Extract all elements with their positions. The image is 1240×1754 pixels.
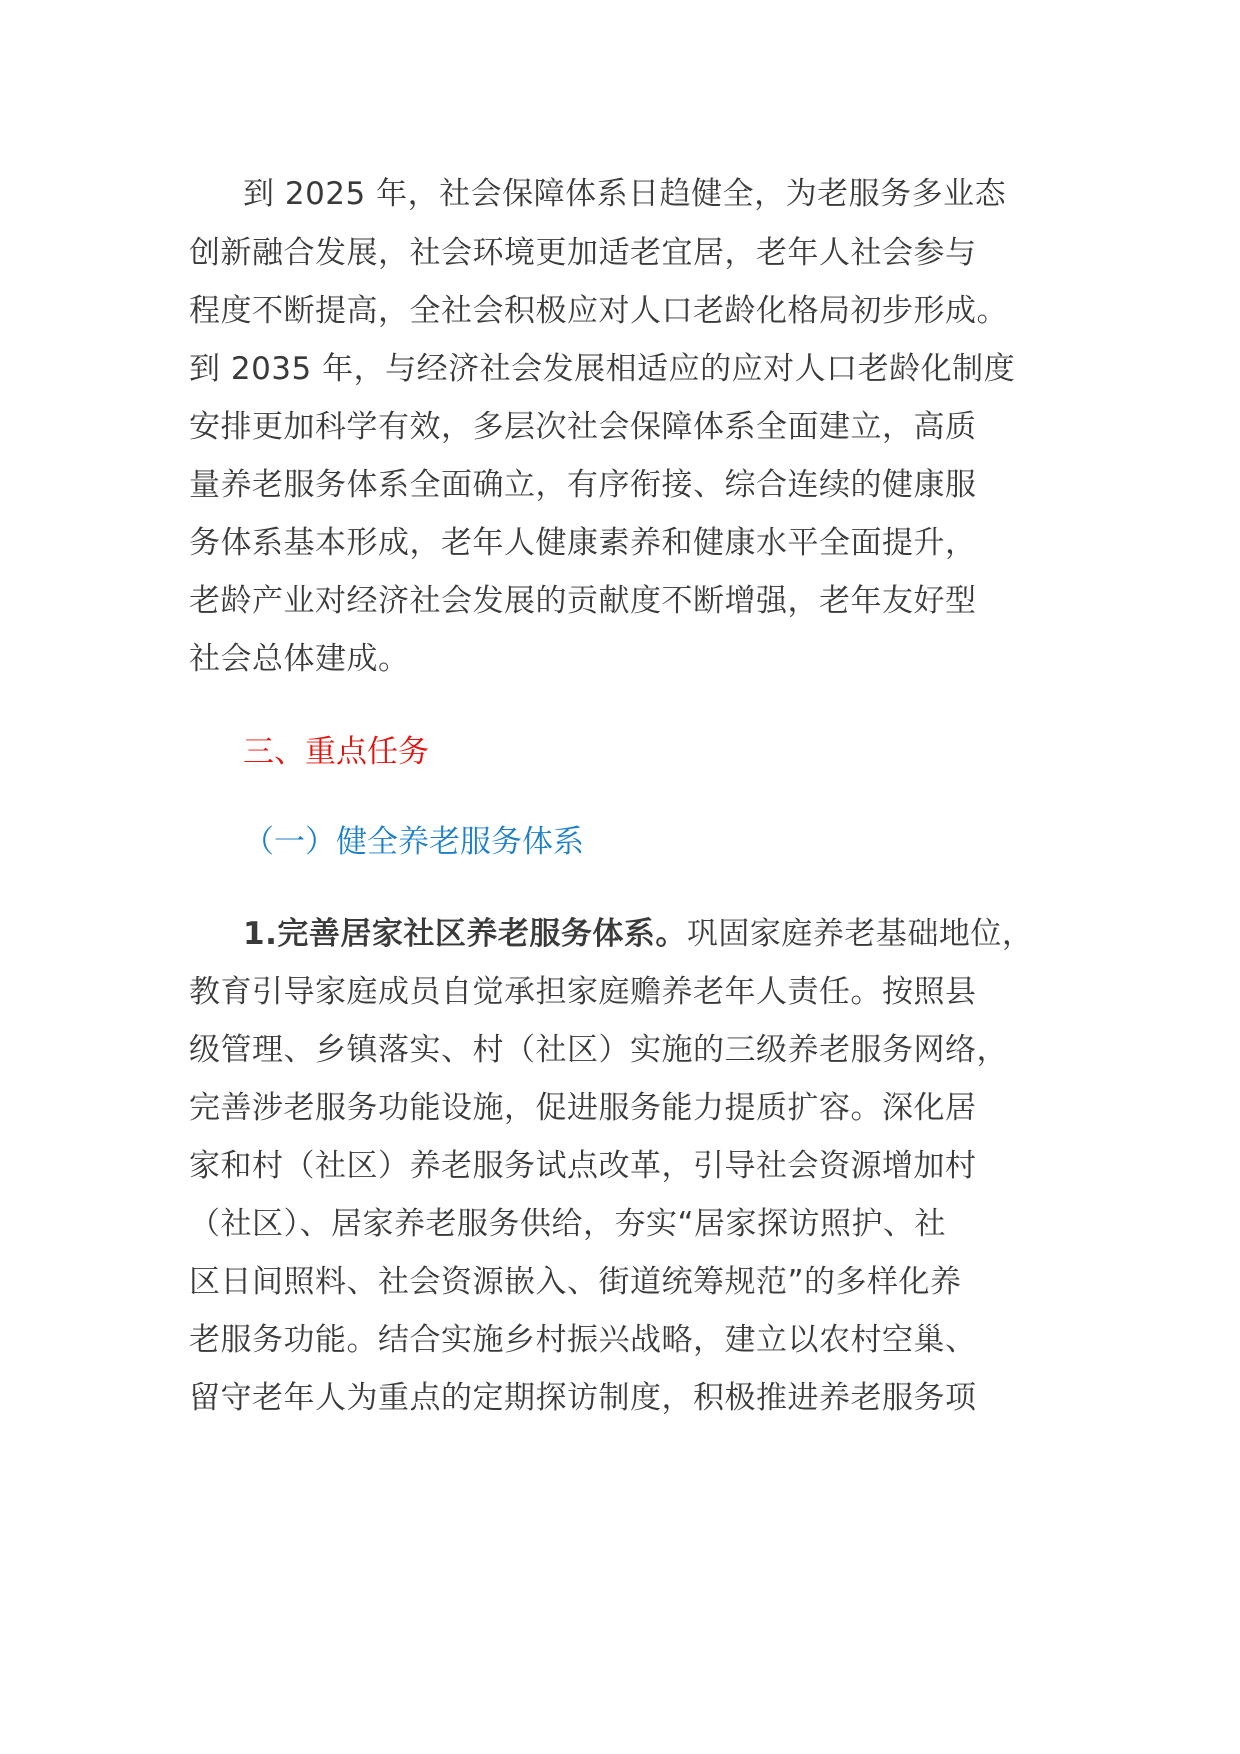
paragraph-2-line-6: （社区）、居家养老服务供给，夯实“居家探访照护、社 bbox=[189, 1206, 947, 1242]
paragraph-2-line-9: 留守老年人为重点的定期探访制度，积极推进养老服务项 bbox=[189, 1380, 977, 1416]
paragraph-2-line-1 bbox=[243, 914, 1033, 954]
paragraph-2-line-3: 级管理、乡镇落实、村（社区）实施的三级养老服务网络， bbox=[189, 1032, 1008, 1068]
paragraph-1-line-6: 量养老服务体系全面确立，有序衔接、综合连续的健康服 bbox=[189, 467, 977, 503]
paragraph-2-bold-lead: 1.完善居家社区养老服务体系。 bbox=[243, 916, 687, 952]
section-heading: 三、重点任务 bbox=[243, 734, 429, 770]
paragraph-1-line-5: 安排更加科学有效，多层次社会保障体系全面建立，高质 bbox=[189, 409, 977, 445]
paragraph-2-first-line-text: 巩固家庭养老基础地位， bbox=[686, 916, 1034, 952]
subsection-heading: （一）健全养老服务体系 bbox=[243, 824, 584, 860]
paragraph-2-line-8: 老服务功能。结合实施乡村振兴战略，建立以农村空巢、 bbox=[189, 1322, 977, 1358]
paragraph-1-line-3: 程度不断提高，全社会积极应对人口老龄化格局初步形成。 bbox=[189, 293, 1008, 329]
paragraph-1-line-8: 老龄产业对经济社会发展的贡献度不断增强，老年友好型 bbox=[189, 583, 977, 619]
paragraph-1-line-9: 社会总体建成。 bbox=[189, 641, 410, 677]
paragraph-1-line-1: 到 2025 年，社会保障体系日趋健全，为老服务多业态 bbox=[243, 176, 1007, 212]
paragraph-2-line-2: 教育引导家庭成员自觉承担家庭赡养老年人责任。按照县 bbox=[189, 974, 977, 1010]
paragraph-1-line-4: 到 2035 年，与经济社会发展相适应的应对人口老龄化制度 bbox=[189, 351, 1016, 387]
paragraph-2-line-5: 家和村（社区）养老服务试点改革，引导社会资源增加村 bbox=[189, 1148, 977, 1184]
paragraph-2-line-7: 区日间照料、社会资源嵌入、街道统筹规范”的多样化养 bbox=[189, 1264, 962, 1300]
paragraph-1-line-2: 创新融合发展，社会环境更加适老宜居，老年人社会参与 bbox=[189, 235, 977, 271]
paragraph-1-line-7: 务体系基本形成，老年人健康素养和健康水平全面提升， bbox=[189, 525, 977, 561]
paragraph-2-line-4: 完善涉老服务功能设施，促进服务能力提质扩容。深化居 bbox=[189, 1090, 977, 1126]
